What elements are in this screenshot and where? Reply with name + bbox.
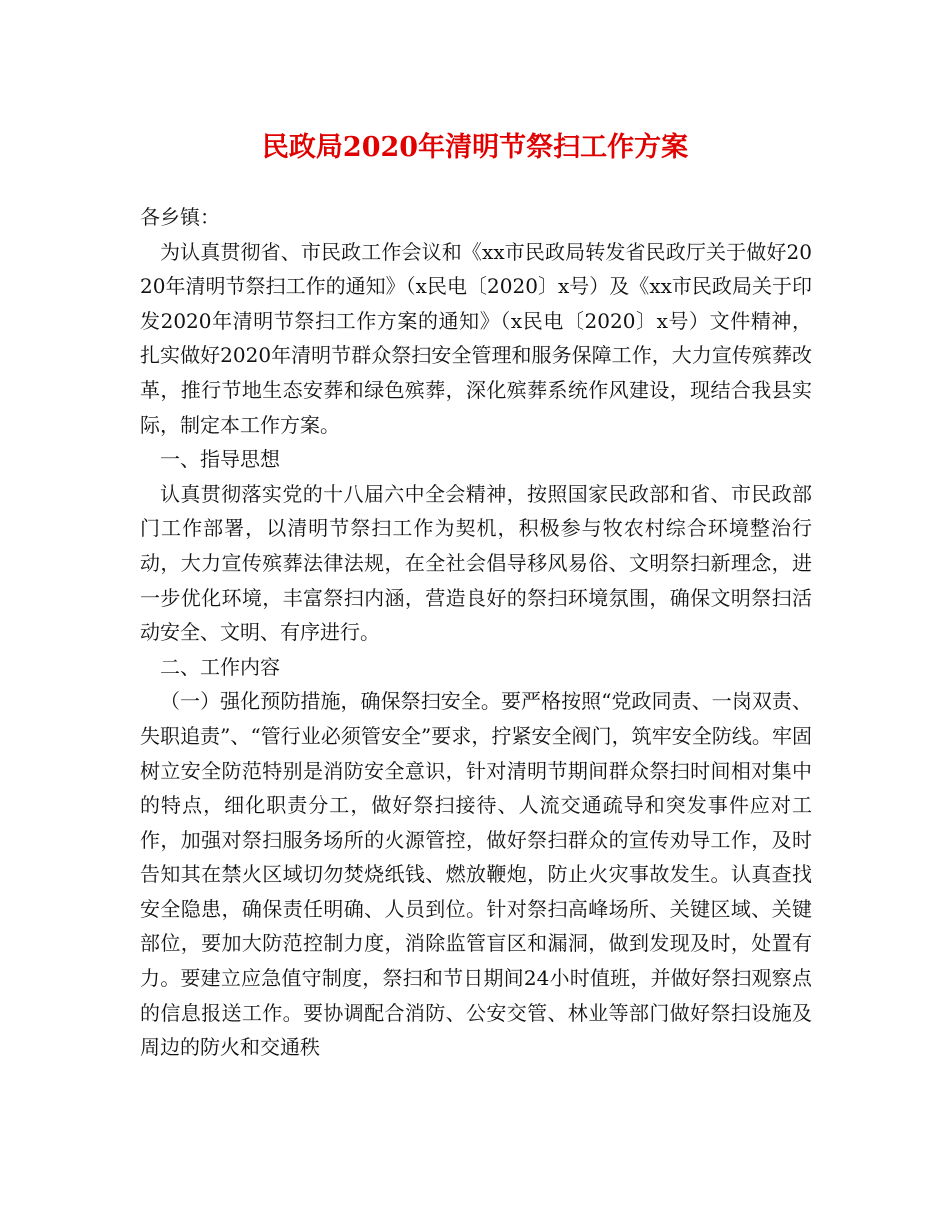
section-heading-work-content: 二、工作内容 [160,654,280,679]
document-title: 民政局2020年清明节祭扫工作方案 [261,132,689,163]
intro-paragraph: 为认真贯彻省、市民政工作会议和《xx市民政局转发省民政厅关于做好2020年清明节祭扫工作的通知》（x民电〔2020〕x号）及《xx市民政局关于印发2020年清明节祭扫工作方案的通知》（x民电〔2020〕x号）文件精神，扎实做好2020年清明节群众祭扫安全管理和服务保障工作，大力宣传殡葬改革，推行节地生态安葬和绿色殡葬，深化殡葬系统作风建设，现结合我县实际，制定本工作方案。 [140,239,812,437]
work-content-item-1: （一）强化预防措施，确保祭扫安全。要严格按照“党政同责、一岗双责、失职追责”、“管行业必须管安全”要求，拧紧安全阀门，筑牢安全防线。牢固树立安全防范特别是消防安全意识，针对清明节期间群众祭扫时间相对集中的特点，细化职责分工，做好祭扫接待、人流交通疏导和突发事件应对工作，加强对祭扫服务场所的火源管控，做好祭扫群众的宣传劝导工作，及时告知其在禁火区域切勿焚烧纸钱、燃放鞭炮，防止火灾事故发生。认真查找安全隐患，确保责任明确、人员到位。针对祭扫高峰场所、关键区域、关键部位，要加大防范控制力度，消除监管盲区和漏洞，做到发现及时，处置有力。要建立应急值守制度，祭扫和节日期间24小时值班，并做好祭扫观察点的信息报送工作。要协调配合消防、公安交管、林业等部门做好祭扫设施及周边的防火和交通秩 [140,689,812,1060]
section-heading-guiding-thought: 一、指导思想 [160,447,280,472]
guiding-thought-paragraph: 认真贯彻落实党的十八届六中全会精神，按照国家民政部和省、市民政部门工作部署，以清明节祭扫工作为契机，积极参与牧农村综合环境整治行动，大力宣传殡葬法律法规，在全社会倡导移风易俗、文明祭扫新理念，进一步优化环境，丰富祭扫内涵，营造良好的祭扫环境氛围，确保文明祭扫活动安全、文明、有序进行。 [140,481,812,645]
salutation: 各乡镇： [140,205,220,229]
document-body [140,200,812,1065]
